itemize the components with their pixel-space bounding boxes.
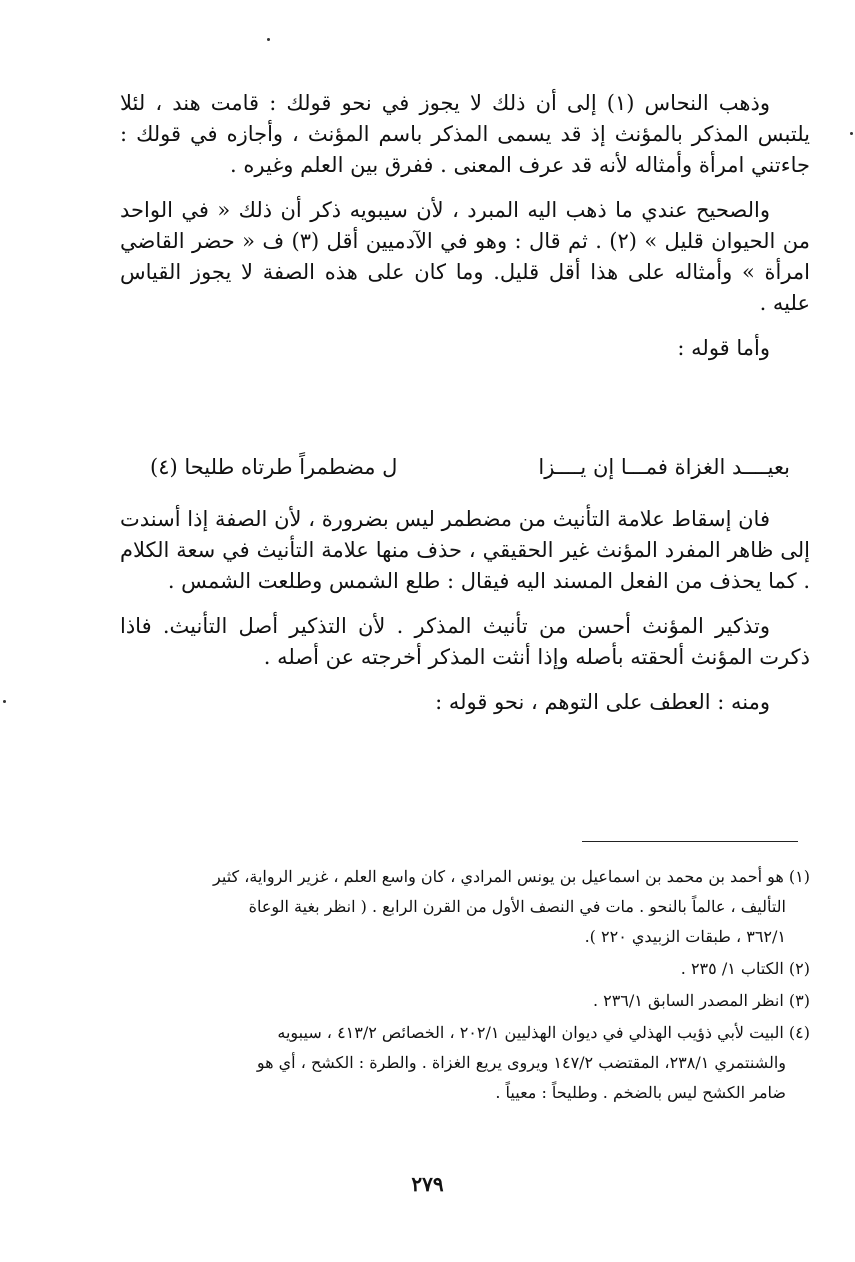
poetry-verse (150, 455, 790, 479)
page-number: ٢٧٩ (411, 1172, 444, 1196)
footnote-2 (120, 954, 810, 984)
footnote-1 (120, 862, 810, 952)
footnote-1-line-3: ٣٦٢/١ ، طبقات الزبيدي ٢٢٠ ). (584, 927, 786, 946)
main-text-lower (120, 504, 810, 732)
footnote-4-line-3: ضامر الكشح ليس بالضخم . وطليحاً : معيياً . (495, 1083, 786, 1102)
paragraph-5: وتذكير المؤنث أحسن من تأنيث المذكر . لأن التذكير أصل التأنيث. فاذا ذكرت المؤنث ألحقته بأصله وإذا أنثت المذكر أخرجته عن أصله . (120, 614, 810, 669)
verse-first-hemistich: بعيــــد الغزاة فمـــا إن يــــزا (538, 455, 790, 479)
footnotes (120, 862, 810, 1110)
paragraph-4: فان إسقاط علامة التأنيث من مضطمر ليس بضرورة ، لأن الصفة إذا أسندت إلى ظاهر المفرد المؤنث غير الحقيقي ، حذف منها علامة التأنيث في سعة الكلام . كما يحذف من الفعل المسند اليه فيقال : طلع الشمس وطلعت الشمس . (120, 507, 810, 593)
paragraph-2: والصحيح عندي ما ذهب اليه المبرد ، لأن سيبويه ذكر أن ذلك « في الواحد من الحيوان قليل » (٢) . ثم قال : وهو في الآدميين أقل (٣) ف « حضر القاضي امرأة » وأمثاله على هذا أقل قليل. وما كان على هذه الصفة لا يجوز القياس عليه . (120, 198, 810, 315)
footnote-3-text: (٣) انظر المصدر السابق ٢٣٦/١ . (592, 991, 810, 1010)
paragraph-3: وأما قوله : (677, 336, 770, 360)
paragraph-6: ومنه : العطف على التوهم ، نحو قوله : (435, 690, 770, 714)
footnote-3 (120, 986, 810, 1016)
ink-speck-right (850, 132, 853, 135)
ink-speck-top (267, 38, 270, 41)
footnote-4 (120, 1018, 810, 1108)
footnote-separator (582, 841, 798, 842)
paragraph-1: وذهب النحاس (١) إلى أن ذلك لا يجوز في نحو قولك : قامت هند ، لئلا يلتبس المذكر بالمؤنث إذ قد يسمى المذكر باسم المؤنث ، وأجازه في قولك : جاءتني امرأة وأمثاله لأنه قد عرف المعنى . ففرق بين العلم وغيره . (120, 91, 810, 177)
footnote-1-line-2: التأليف ، عالماً بالنحو . مات في النصف الأول من القرن الرابع . ( انظر بغية الوعاة (248, 897, 786, 916)
footnote-4-line-2: والشنتمري ٢٣٨/١، المقتضب ١٤٧/٢ ويروى يريع الغزاة . والطرة : الكشح ، أي هو (256, 1053, 786, 1072)
main-text-upper (120, 88, 810, 378)
footnote-2-text: (٢) الكتاب ١/ ٢٣٥ . (680, 959, 810, 978)
footnote-1-text: (١) هو أحمد بن محمد بن اسماعيل بن يونس المرادي ، كان واسع العلم ، غزير الرواية، كثير (213, 867, 810, 886)
ink-speck-left (3, 700, 6, 703)
footnote-4-text: (٤) البيت لأبي ذؤيب الهذلي في ديوان الهذليين ٢٠٢/١ ، الخصائص ٤١٣/٢ ، سيبويه (277, 1023, 810, 1042)
verse-second-hemistich: ل مضطمراً طرتاه طليحا (٤) (150, 455, 398, 479)
